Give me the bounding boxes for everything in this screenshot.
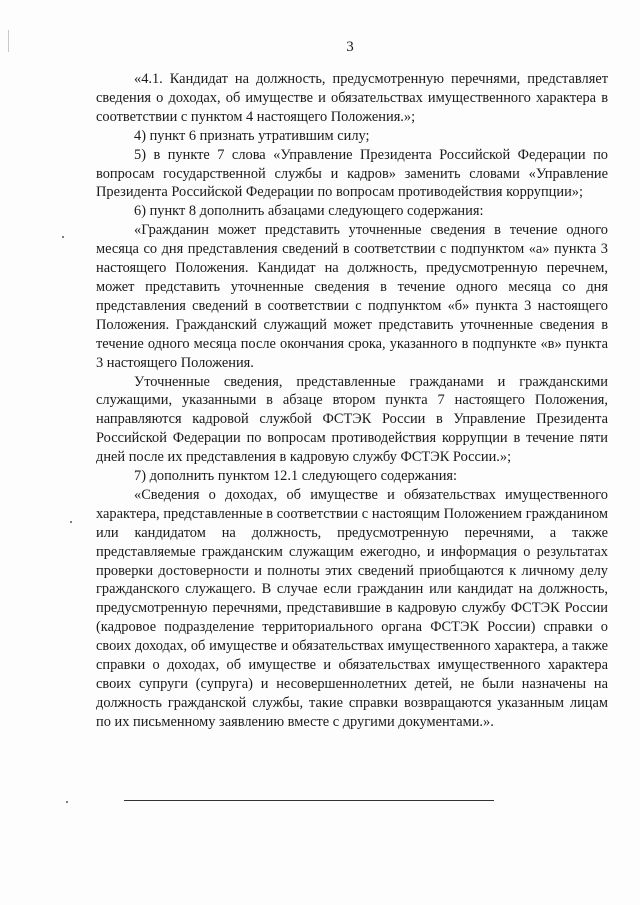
page-number: 3 <box>346 39 354 55</box>
footer-rule <box>124 800 494 801</box>
paragraph-12-1-text: «Сведения о доходах, об имуществе и обязательствах имущественного характера, представленные в соответствии с настоящим Положением гражданином или кандидатом на должность, предусмотренную перечнями, а также представляемые гражданским служащим ежегодно, и информация о результатах проверки достоверности и полноты этих сведений приобщаются к личному делу гражданского служащего. В случае если гражданин или кандидат на должность, предусмотренную перечнями, представившие в кадровую службу ФСТЭК России (кадровое подразделение территориального органа ФСТЭК России) справки о своих доходах, об имуществе и обязательствах имущественного характера, а также справки о доходах, об имуществе и обязательствах имущественного характера своих супруги (супруга) и несовершеннолетних детей, не были назначены на должность гражданской службы, такие справки возвращаются указанным лицам по их письменному заявлению вместе с другими документами.». <box>96 486 608 730</box>
paragraph-item-5: 5) в пункте 7 слова «Управление Президента Российской Федерации по вопросам государственной службы и кадров» заменить словами «Управление Президента Российской Федерации по вопросам противодействия коррупции»; <box>96 146 608 201</box>
scan-speck <box>66 801 68 803</box>
paragraph-clarified-info-routing: Уточненные сведения, представленные гражданами и гражданскими служащими, указанными в абзаце втором пункта 7 настоящего Положения, направляются кадровой службой ФСТЭК России в Управление Президента Российской Федерации по вопросам противодействия коррупции в течение пяти дней после их представления в кадровую службу ФСТЭК России.»; <box>96 373 608 466</box>
paragraph-item-7: 7) дополнить пунктом 12.1 следующего содержания: <box>134 468 458 485</box>
scan-speck <box>62 236 64 238</box>
paragraph-item-6: 6) пункт 8 дополнить абзацами следующего содержания: <box>134 203 484 220</box>
scan-speck <box>70 521 72 523</box>
paragraph-4-1-candidate: «4.1. Кандидат на должность, предусмотренную перечнями, представляет сведения о доходах, об имуществе и обязательствах имущественного характера в соответствии с пунктом 4 настоящего Положения.»; <box>96 71 608 125</box>
paragraph-clarified-info: «Гражданин может представить уточненные сведения в течение одного месяца со дня представления сведений в соответствии с подпунктом «а» пункта 3 настоящего Положения. Кандидат на должность, предусмотренную перечнем, может представить уточненные сведения в течение одного месяца со дня представления сведений в соответствии с подпунктом «б» пункта 3 настоящего Положения. Гражданский служащий может представить уточненные сведения в течение одного месяца после окончания срока, указанного в подпункте «в» пункта 3 настоящего Положения. <box>96 222 608 371</box>
document-body <box>96 70 608 732</box>
paragraph-item-4: 4) пункт 6 признать утратившим силу; <box>134 127 370 144</box>
